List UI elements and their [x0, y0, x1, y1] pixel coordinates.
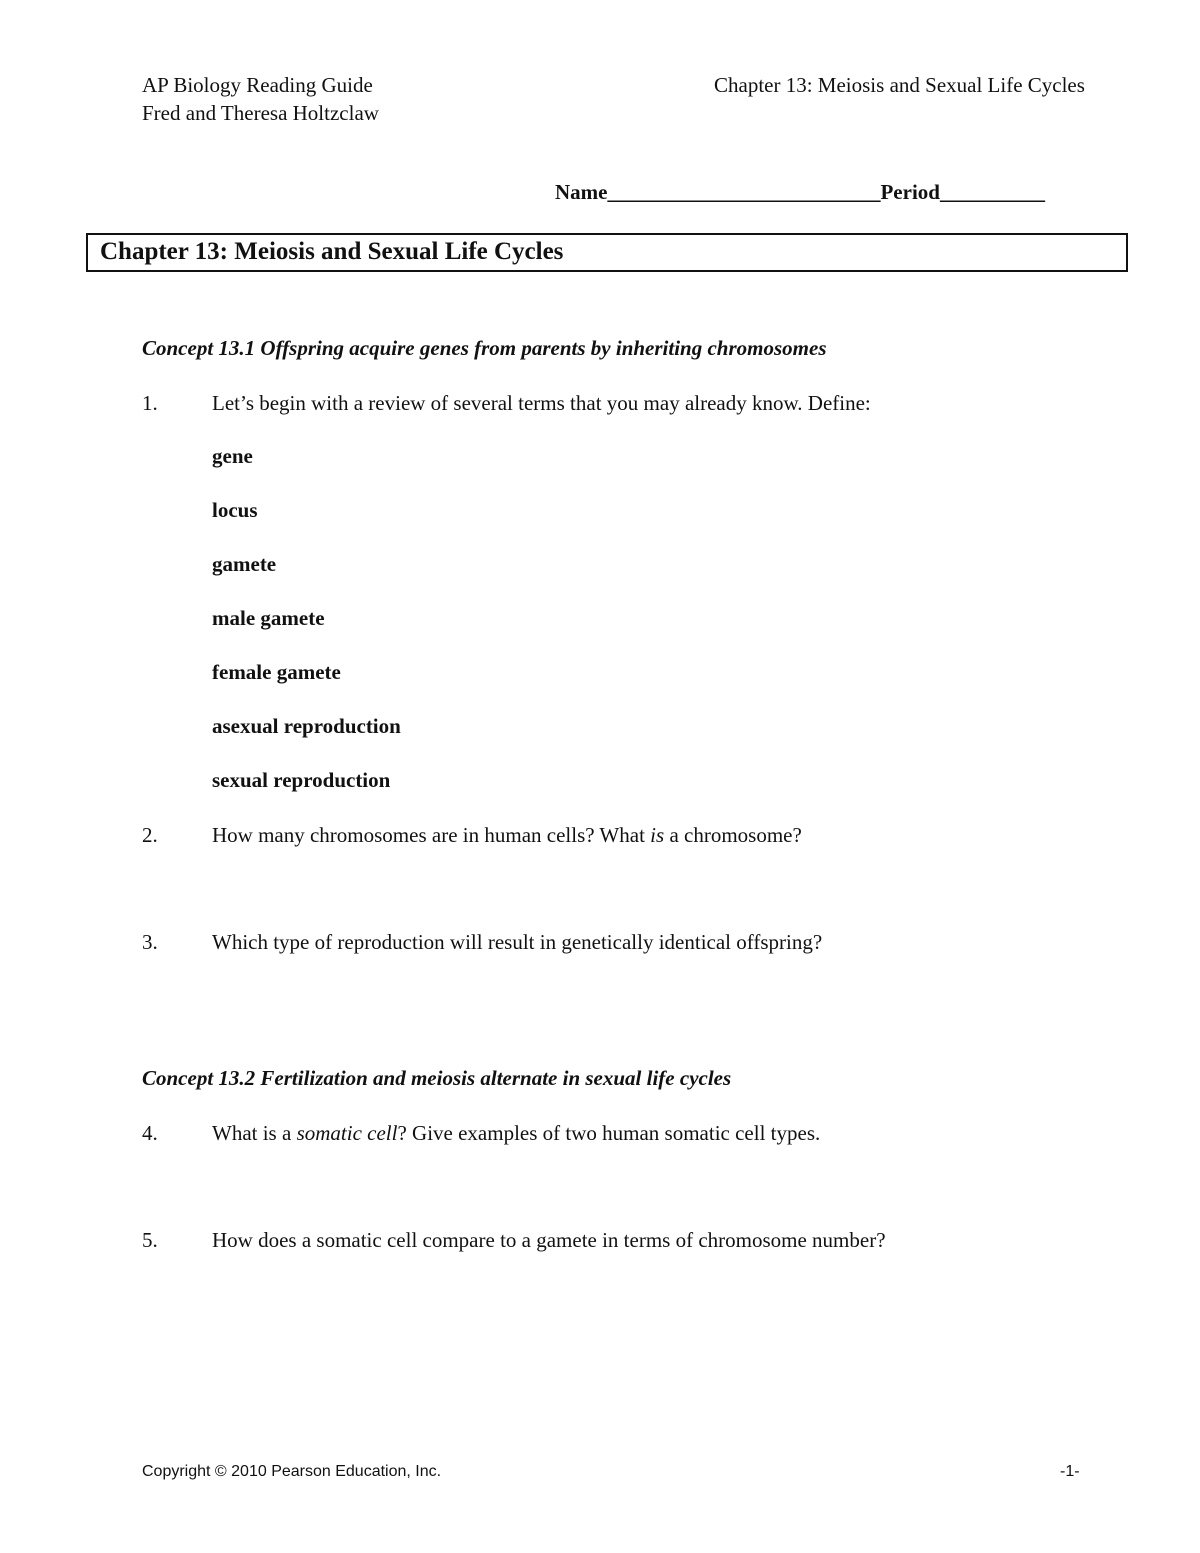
question-number: 2. [142, 823, 158, 847]
question-number: 5. [142, 1228, 158, 1252]
question-text-part: How many chromosomes are in human cells? What [212, 823, 651, 847]
question-number: 3. [142, 930, 158, 954]
question-text-part: ? Give examples of two human somatic cell types. [397, 1121, 821, 1145]
term-male-gamete: male gamete [212, 606, 325, 630]
concept-heading: Concept 13.1 Offspring acquire genes from parents by inheriting chromosomes [142, 336, 827, 360]
chapter-title: Chapter 13: Meiosis and Sexual Life Cycles [100, 238, 564, 265]
question-text-emphasis: somatic cell [296, 1121, 398, 1145]
chapter-title-box [86, 233, 1128, 272]
question-text: Which type of reproduction will result in genetically identical offspring? [212, 930, 823, 954]
term-locus: locus [212, 498, 258, 522]
question-number: 4. [142, 1121, 158, 1145]
name-period-line: Name__________________________Period__________ [555, 180, 1045, 204]
question-number: 1. [142, 391, 158, 415]
question-text [212, 823, 802, 848]
term-sexual-reproduction: sexual reproduction [212, 768, 391, 792]
question-text: Let’s begin with a review of several terms that you may already know. Define: [212, 391, 871, 415]
term-asexual-reproduction: asexual reproduction [212, 714, 401, 738]
question-text-part: a chromosome? [664, 823, 802, 847]
concept-heading: Concept 13.2 Fertilization and meiosis alternate in sexual life cycles [142, 1066, 732, 1090]
header-chapter-title: Chapter 13: Meiosis and Sexual Life Cycles [714, 73, 1085, 97]
header-course-title: AP Biology Reading Guide [142, 73, 373, 97]
term-gene: gene [212, 444, 253, 468]
footer-copyright: Copyright © 2010 Pearson Education, Inc. [142, 1463, 442, 1480]
term-gamete: gamete [212, 552, 277, 576]
question-text: How does a somatic cell compare to a gamete in terms of chromosome number? [212, 1228, 886, 1252]
footer-page-number: -1- [1060, 1463, 1080, 1480]
header-authors: Fred and Theresa Holtzclaw [142, 101, 379, 125]
question-text-emphasis: is [650, 823, 665, 847]
question-text-part: What is a [212, 1121, 297, 1145]
term-female-gamete: female gamete [212, 660, 341, 684]
question-text [212, 1121, 820, 1146]
